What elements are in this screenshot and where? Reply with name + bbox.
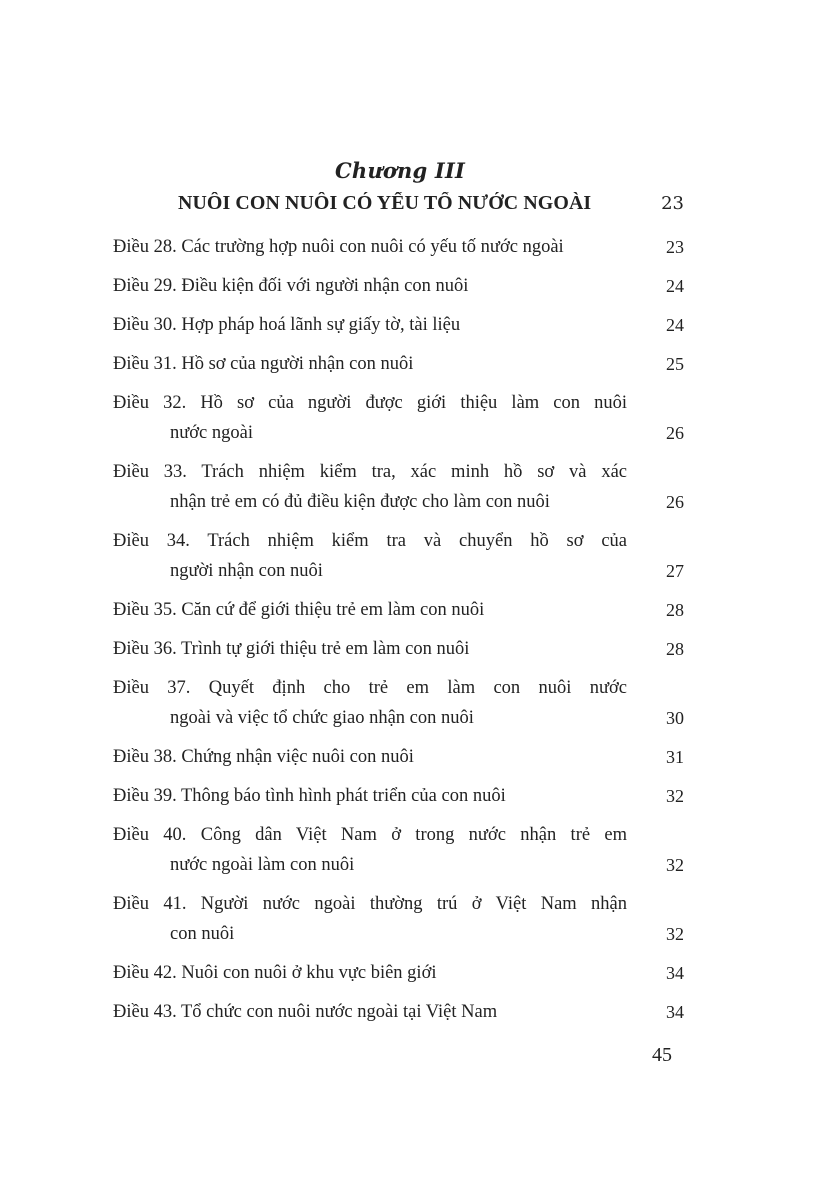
toc-entry-page-number: 31: [666, 747, 684, 767]
toc-entry-continuation-line: [113, 418, 684, 448]
footer-page-number: 45: [652, 1044, 672, 1066]
toc-entry-text: Điều 37. Quyết định cho trẻ em làm con nuôi nước: [113, 678, 627, 698]
toc-entry-page-number: 30: [666, 708, 684, 728]
toc-entry-page-number: 27: [666, 561, 684, 581]
toc-entry-text: Điều 39. Thông báo tình hình phát triển của con nuôi: [113, 786, 506, 806]
toc-entry[interactable]: [113, 673, 684, 733]
toc-entry-line: [113, 595, 684, 625]
toc-entry-page-number: 32: [666, 786, 684, 806]
toc-entry-line: [113, 232, 684, 262]
toc-entry[interactable]: [113, 889, 684, 949]
toc-entry-page-number: 28: [666, 639, 684, 659]
toc-entry-line: [113, 634, 684, 664]
toc-entry[interactable]: [113, 457, 684, 517]
toc-entry-continuation-line: [113, 487, 684, 517]
toc-entry-line: [113, 271, 684, 301]
chapter-title-row: [178, 193, 684, 221]
toc-entry-line: [113, 820, 684, 850]
toc-entry[interactable]: [113, 526, 684, 586]
toc-entry-line: [113, 889, 684, 919]
toc-entry-text: Điều 35. Căn cứ để giới thiệu trẻ em làm con nuôi: [113, 600, 485, 620]
chapter-page-number: 23: [661, 193, 684, 214]
toc-entry-text: nước ngoài làm con nuôi: [170, 855, 355, 875]
toc-entry-text: Điều 38. Chứng nhận việc nuôi con nuôi: [113, 747, 414, 767]
chapter-label: Chương III: [335, 158, 465, 183]
toc-entry-page-number: 24: [666, 315, 684, 335]
toc-entry[interactable]: [113, 310, 684, 340]
toc-entry-page-number: 26: [666, 423, 684, 443]
toc-entry-text: Điều 30. Hợp pháp hoá lãnh sự giấy tờ, tài liệu: [113, 315, 461, 335]
toc-entry-page-number: 34: [666, 963, 684, 983]
toc-entry-continuation-line: [113, 919, 684, 949]
toc-entry-continuation-line: [113, 556, 684, 586]
toc-entry-line: [113, 742, 684, 772]
toc-entry[interactable]: [113, 271, 684, 301]
toc-entry-page-number: 26: [666, 492, 684, 512]
toc-entry-text: Điều 40. Công dân Việt Nam ở trong nước nhận trẻ em: [113, 825, 627, 845]
toc-entry[interactable]: [113, 742, 684, 772]
toc-entry-line: [113, 673, 684, 703]
toc-entry-text: Điều 32. Hồ sơ của người được giới thiệu làm con nuôi: [113, 393, 627, 413]
toc-entry-text: con nuôi: [170, 924, 235, 944]
toc-entry-page-number: 28: [666, 600, 684, 620]
toc-entry[interactable]: [113, 958, 684, 988]
toc-entry-text: Điều 29. Điều kiện đối với người nhận con nuôi: [113, 276, 469, 296]
toc-entry-line: [113, 781, 684, 811]
toc-entry-line: [113, 349, 684, 379]
toc-entry-text: Điều 28. Các trường hợp nuôi con nuôi có yếu tố nước ngoài: [113, 237, 564, 257]
toc-entry[interactable]: [113, 388, 684, 448]
toc-entry-text: Điều 31. Hồ sơ của người nhận con nuôi: [113, 354, 414, 374]
toc-entry-page-number: 24: [666, 276, 684, 296]
toc-entry-continuation-line: [113, 850, 684, 880]
chapter-title: NUÔI CON NUÔI CÓ YẾU TỐ NƯỚC NGOÀI: [178, 193, 592, 214]
toc-entry-line: [113, 958, 684, 988]
toc-entry-page-number: 32: [666, 924, 684, 944]
toc-entry-line: [113, 457, 684, 487]
toc-entry-text: Điều 41. Người nước ngoài thường trú ở Việt Nam nhận: [113, 894, 627, 914]
toc-entry-text: Điều 36. Trình tự giới thiệu trẻ em làm con nuôi: [113, 639, 470, 659]
toc-entry-text: ngoài và việc tổ chức giao nhận con nuôi: [170, 708, 474, 728]
toc-entry-page-number: 32: [666, 855, 684, 875]
toc-entry-text: nước ngoài: [170, 423, 253, 443]
toc-entry-text: Điều 33. Trách nhiệm kiểm tra, xác minh hồ sơ và xác: [113, 462, 627, 482]
toc-entry-text: nhận trẻ em có đủ điều kiện được cho làm con nuôi: [170, 492, 550, 512]
toc-entry-page-number: 25: [666, 354, 684, 374]
toc-entry[interactable]: [113, 232, 684, 262]
toc-entry-text: Điều 34. Trách nhiệm kiểm tra và chuyển hồ sơ của: [113, 531, 627, 551]
toc-entry[interactable]: [113, 997, 684, 1027]
toc-entry-text: Điều 42. Nuôi con nuôi ở khu vực biên giới: [113, 963, 437, 983]
toc-entry-line: [113, 388, 684, 418]
toc-entry[interactable]: [113, 595, 684, 625]
toc-entry-continuation-line: [113, 703, 684, 733]
toc-entry[interactable]: [113, 349, 684, 379]
toc-entry-page-number: 23: [666, 237, 684, 257]
toc-entry-text: người nhận con nuôi: [170, 561, 323, 581]
toc-entry-line: [113, 997, 684, 1027]
toc-entry[interactable]: [113, 781, 684, 811]
toc-entry-text: Điều 43. Tổ chức con nuôi nước ngoài tại Việt Nam: [113, 1002, 498, 1022]
table-of-contents: [113, 232, 684, 1027]
toc-entry[interactable]: [113, 634, 684, 664]
toc-entry-page-number: 34: [666, 1002, 684, 1022]
toc-entry-line: [113, 310, 684, 340]
toc-entry[interactable]: [113, 820, 684, 880]
toc-entry-line: [113, 526, 684, 556]
